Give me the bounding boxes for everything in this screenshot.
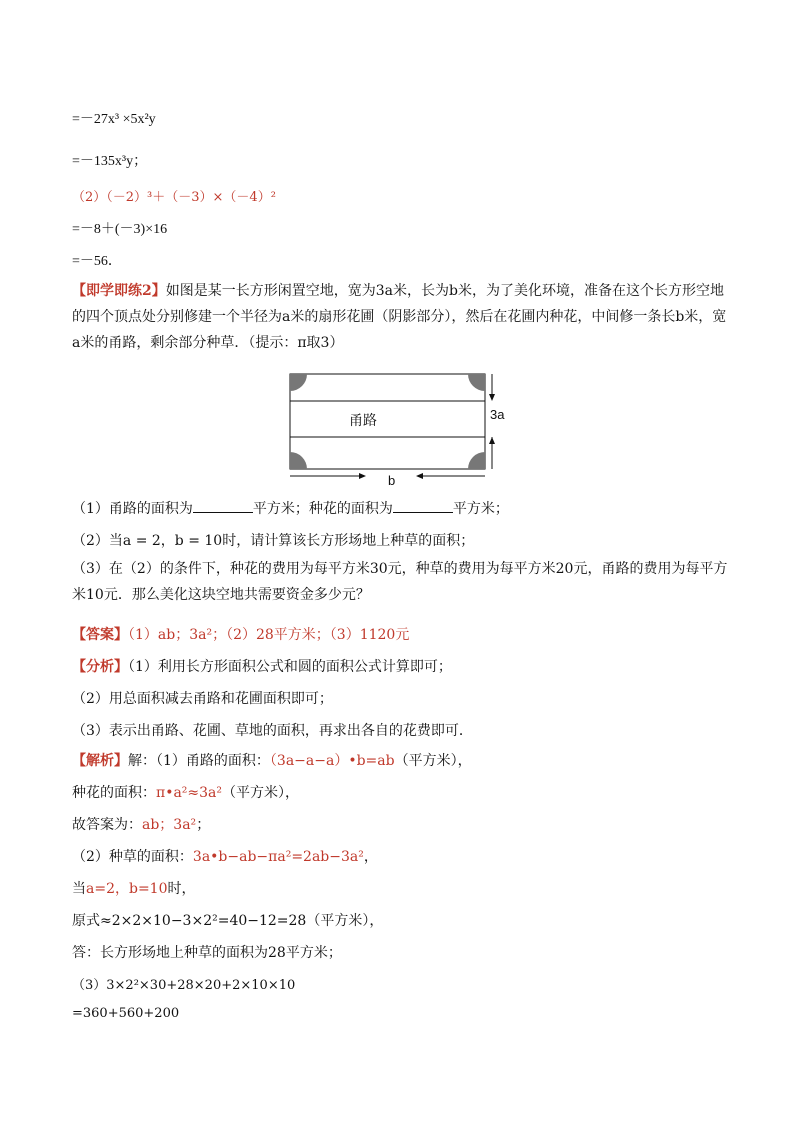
solution-3-label: 故答案为： [72,817,142,833]
work-line-3: （2）（－2）³＋（－3）×（－4）² [72,190,276,205]
question-2: （2）当a = 2，b = 10时，请计算该长方形场地上种草的面积； [72,533,475,549]
solution-4-label: （2）种草的面积： [72,849,193,865]
solution-line-4 [72,846,378,866]
analysis-text-1: （1）利用长方形面积公式和圆的面积公式计算即可； [128,659,452,675]
length-arrowhead-right [416,473,423,479]
solution-1-unit: （平方米）， [394,753,472,769]
question-1-part-b: 平方米；种花的面积为 [252,501,393,517]
solution-1-formula: （3a−a−a）•b=ab [269,753,395,769]
solution-5-end: 时， [167,881,196,897]
question-3: （3）在（2）的条件下，种花的费用为每平方米30元，种草的费用为每平方米20元，甬路的费用为每平方米10元．那么美化这块空地共需要资金多少元？ [72,561,728,603]
answer-text: （1）ab；3a²；（2）28平方米；（3）1120元 [128,627,410,643]
analysis-tag: 【分析】 [72,659,128,675]
solution-line-2 [72,782,299,802]
work-line-4: =－8＋(－3)×16 [72,222,168,237]
length-label: b [388,473,396,488]
solution-3-values: ab；3a² [142,817,197,833]
solution-2-label: 种花的面积： [72,785,156,801]
solution-4-formula: 3a•b−ab−πa²=2ab−3a² [192,849,364,865]
solution-2-formula: π•a²≈3a² [156,785,223,801]
solution-line-5 [72,878,196,898]
analysis-line-1 [72,656,452,676]
solution-1-label: 解：（1）甬路的面积： [128,753,270,769]
work-line-1: =－27x³ ×5x²y [72,112,156,127]
width-label: 3a [490,407,505,422]
problem-tag: 【即学即练2】 [72,283,166,299]
solution-line-7: 答：长方形场地上种草的面积为28平方米； [72,945,342,961]
flower-bed-top-right [468,374,485,391]
solution-line-3 [72,814,210,834]
question-1-part-a: （1）甬路的面积为 [72,501,193,517]
answer-blank-2[interactable] [393,498,453,513]
road-label: 甬路 [349,412,377,428]
solution-4-end: ， [363,849,378,865]
problem-text: 如图是某一长方形闲置空地，宽为3a米，长为b米，为了美化环境，准备在这个长方形空地的四个顶点处分别修建一个半径为a米的扇形花圃（阴影部分），然后在花圃内种花，中间修一条长b米，宽a米的甬路，剩余部分种草．（提示：π取3） [72,283,727,351]
question-1 [72,498,509,518]
flower-bed-top-left [290,374,307,391]
solution-line-8: （3）3×2²×30+28×20+2×10×10 [72,978,296,993]
solution-3-end: ； [196,817,211,833]
solution-line-6: 原式≈2×2×10−3×2²=40−12=28（平方米）， [72,913,384,929]
solution-line-1 [72,750,472,770]
problem-statement [72,278,732,356]
width-arrowhead-top [489,394,495,401]
analysis-line-3: （3）表示出甬路、花圃、草地的面积，再求出各自的花费即可． [72,723,473,739]
solution-5-label: 当 [72,881,86,897]
flower-bed-bottom-left [290,452,307,469]
question-1-part-c: 平方米； [452,501,509,517]
solution-line-9: =360+560+200 [72,1006,180,1021]
flower-bed-bottom-right [468,452,485,469]
work-line-5: =－56． [72,254,122,269]
solution-2-unit: （平方米）， [222,785,300,801]
analysis-line-2: （2）用总面积减去甬路和花圃面积即可； [72,691,333,707]
answer-tag: 【答案】 [72,627,128,643]
outer-rectangle [290,374,485,469]
width-arrowhead-bottom [489,437,495,444]
answer-line [72,624,409,644]
length-arrowhead-left [359,473,366,479]
answer-blank-1[interactable] [193,498,253,513]
work-line-2: =－135x³y； [72,154,148,169]
solution-tag: 【解析】 [72,753,128,769]
solution-5-values: a=2，b=10 [86,881,168,897]
rectangle-diagram [285,364,515,494]
